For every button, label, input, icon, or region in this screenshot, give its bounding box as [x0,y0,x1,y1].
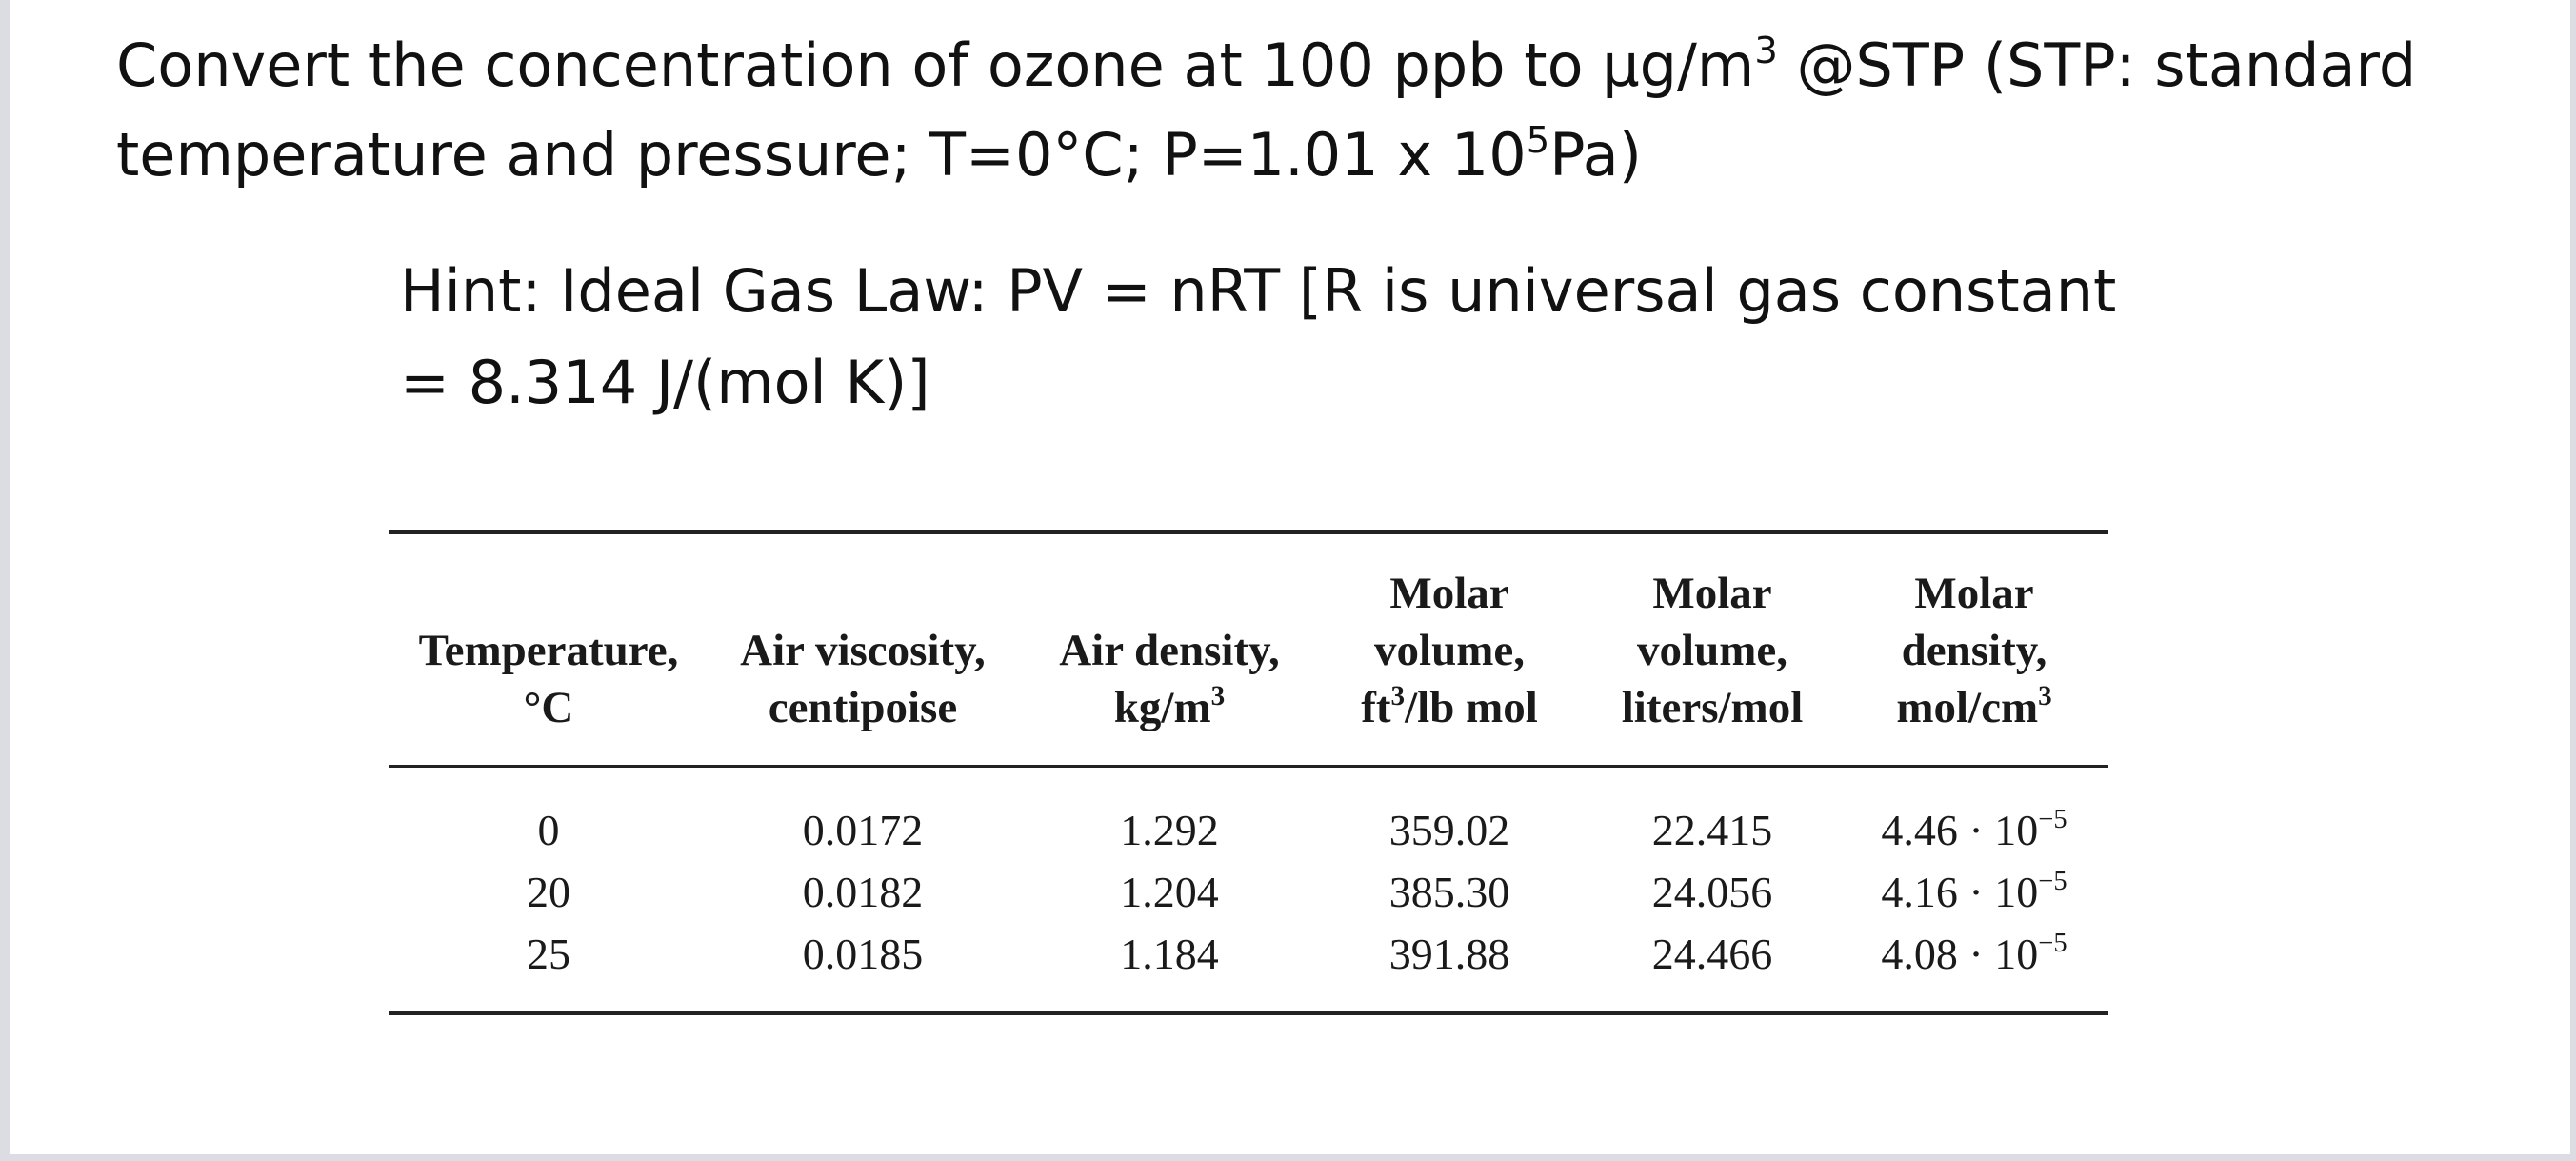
table-cell: 0.0185 [802,930,924,978]
header-temperature: Temperature, °C [418,626,679,732]
table-cell: 24.056 [1651,868,1773,916]
table-cell: 22.415 [1651,806,1773,854]
table-cell: $4.08 \cdot 10^{-5}$ [1881,929,2067,978]
column-molar-density [1881,799,2067,985]
header-air-viscosity: Air viscosity, centipoise [740,626,986,732]
table-cell: 1.204 [1120,868,1219,916]
table-cell: 20 [527,868,570,916]
header-molar-density: Molar density, mol/$cm^3$ [1896,569,2052,732]
table-cell: $4.16 \cdot 10^{-5}$ [1881,867,2067,916]
column-temperature [527,799,570,985]
hint-line-1: Hint: Ideal Gas Law: PV = nRT [R is universal gas constant [400,256,2117,326]
table-bottom-rule [389,1011,2108,1015]
hint-line-2: = 8.314 J/(mol K)] [400,348,930,417]
table-cell: 0.0172 [802,806,924,854]
table-top-rule [389,530,2108,534]
column-air-density [1120,799,1219,985]
table-cell: 359.02 [1388,806,1510,854]
column-molar-volume-liters [1652,799,1773,985]
table-cell: 24.466 [1651,930,1773,978]
column-molar-volume-ft3 [1389,799,1510,985]
table-cell: $4.46 \cdot 10^{-5}$ [1881,805,2067,854]
table-cell: 25 [527,930,570,978]
table-cell: 1.292 [1120,806,1219,854]
header-molar-volume-ft3: Molar volume, $ft^3/lb$ mol [1361,569,1538,732]
table-cell: 385.30 [1388,868,1510,916]
question-line-2: temperature and pressure; T=0°C; P=1.01 x $10^5Pa$) [116,119,1642,190]
table-header-rule [389,765,2108,768]
question-line-1: Convert the concentration of ozone at 100 ppb to $\mu g/m^3$ @STP (STP: standard [116,30,2417,100]
question-text [116,21,2554,200]
header-air-density: Air density, $kg/m^3$ [1059,626,1280,732]
hint-text [400,246,2209,429]
table-cell: 0 [537,806,560,854]
column-air-viscosity [803,799,924,985]
table-cell: 0.0182 [802,868,924,916]
table-cell: 391.88 [1388,930,1510,978]
table-cell: 1.184 [1120,930,1219,978]
header-molar-volume-liters: Molar volume, liters/mol [1621,569,1804,732]
